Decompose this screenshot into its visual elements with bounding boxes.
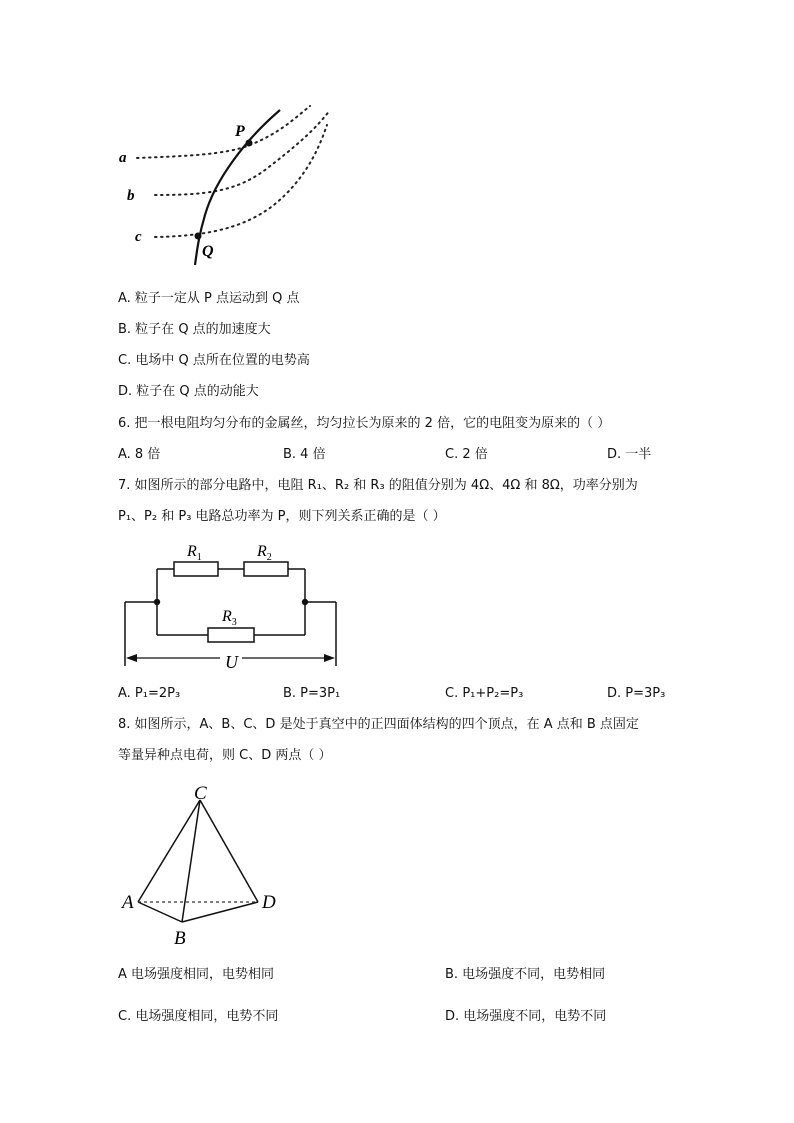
q6-option-a: A. 8 倍 [118,447,161,462]
point-p [246,140,253,147]
label-a: a [119,150,127,166]
label-q: Q [202,243,214,260]
q8-option-a: A 电场强度相同，电势相同 [118,967,275,982]
q5-option-b: B. 粒子在 Q 点的加速度大 [118,322,271,337]
resistor-r3 [208,628,254,642]
resistor-r2 [244,562,288,576]
vertex-label-b: B [174,928,186,949]
label-r3: $R_3$ [222,608,237,628]
q7-option-c: C. P₁+P₂=P₃ [445,686,524,701]
field-trajectory-figure [115,100,345,270]
q7-stem-line1: 7. 如图所示的部分电路中，电阻 R₁、R₂ 和 R₃ 的阻值分别为 4Ω、4Ω 和 8Ω，功率分别为 [118,478,638,493]
q8-option-b: B. 电场强度不同，电势相同 [445,967,606,982]
label-p: P [235,123,245,140]
q8-stem-line1: 8. 如图所示，A、B、C、D 是处于真空中的正四面体结构的四个顶点，在 A 点和 B 点固定 [118,717,639,732]
edge-ca [138,800,200,902]
label-r2: $R_2$ [257,543,272,563]
vertex-label-a: A [122,892,134,913]
q5-option-a: A. 粒子一定从 P 点运动到 Q 点 [118,291,300,306]
label-c: c [135,229,142,245]
resistor-r1 [174,562,218,576]
point-q [195,233,202,240]
equipotential-line-a [137,106,310,158]
q6-option-b: B. 4 倍 [283,447,326,462]
q8-option-d: D. 电场强度不同，电势不同 [445,1009,607,1024]
arrow-head-left [126,654,137,662]
arrow-head-right [324,654,335,662]
vertex-label-c: C [194,783,207,804]
junction-node-left [154,599,160,605]
label-b: b [127,188,135,204]
q7-option-b: B. P=3P₁ [283,686,341,701]
equipotential-line-c [155,125,327,237]
q5-option-c: C. 电场中 Q 点所在位置的电势高 [118,353,310,368]
q6-option-d: D. 一半 [607,447,652,462]
edge-bd [182,902,258,922]
vertex-label-d: D [262,892,276,913]
q7-option-a: A. P₁=2P₃ [118,686,181,701]
q7-option-d: D. P=3P₃ [607,686,666,701]
q6-option-c: C. 2 倍 [445,447,488,462]
edge-cb [182,800,200,922]
circuit-figure [118,536,348,676]
q7-stem-line2: P₁、P₂ 和 P₃ 电路总功率为 P，则下列关系正确的是（ ） [118,509,446,524]
tetrahedron-figure [118,780,288,950]
edge-cd [200,800,258,902]
edge-ab [138,902,182,922]
q8-stem-line2: 等量异种点电荷，则 C、D 两点（ ） [118,748,332,763]
label-r1: $R_1$ [187,543,202,563]
q8-option-c: C. 电场强度相同，电势不同 [118,1009,279,1024]
q6-stem: 6. 把一根电阻均匀分布的金属丝，均匀拉长为原来的 2 倍，它的电阻变为原来的（ ） [118,416,611,431]
q5-option-d: D. 粒子在 Q 点的动能大 [118,384,259,399]
junction-node-right [302,599,308,605]
label-u: U [225,652,238,672]
